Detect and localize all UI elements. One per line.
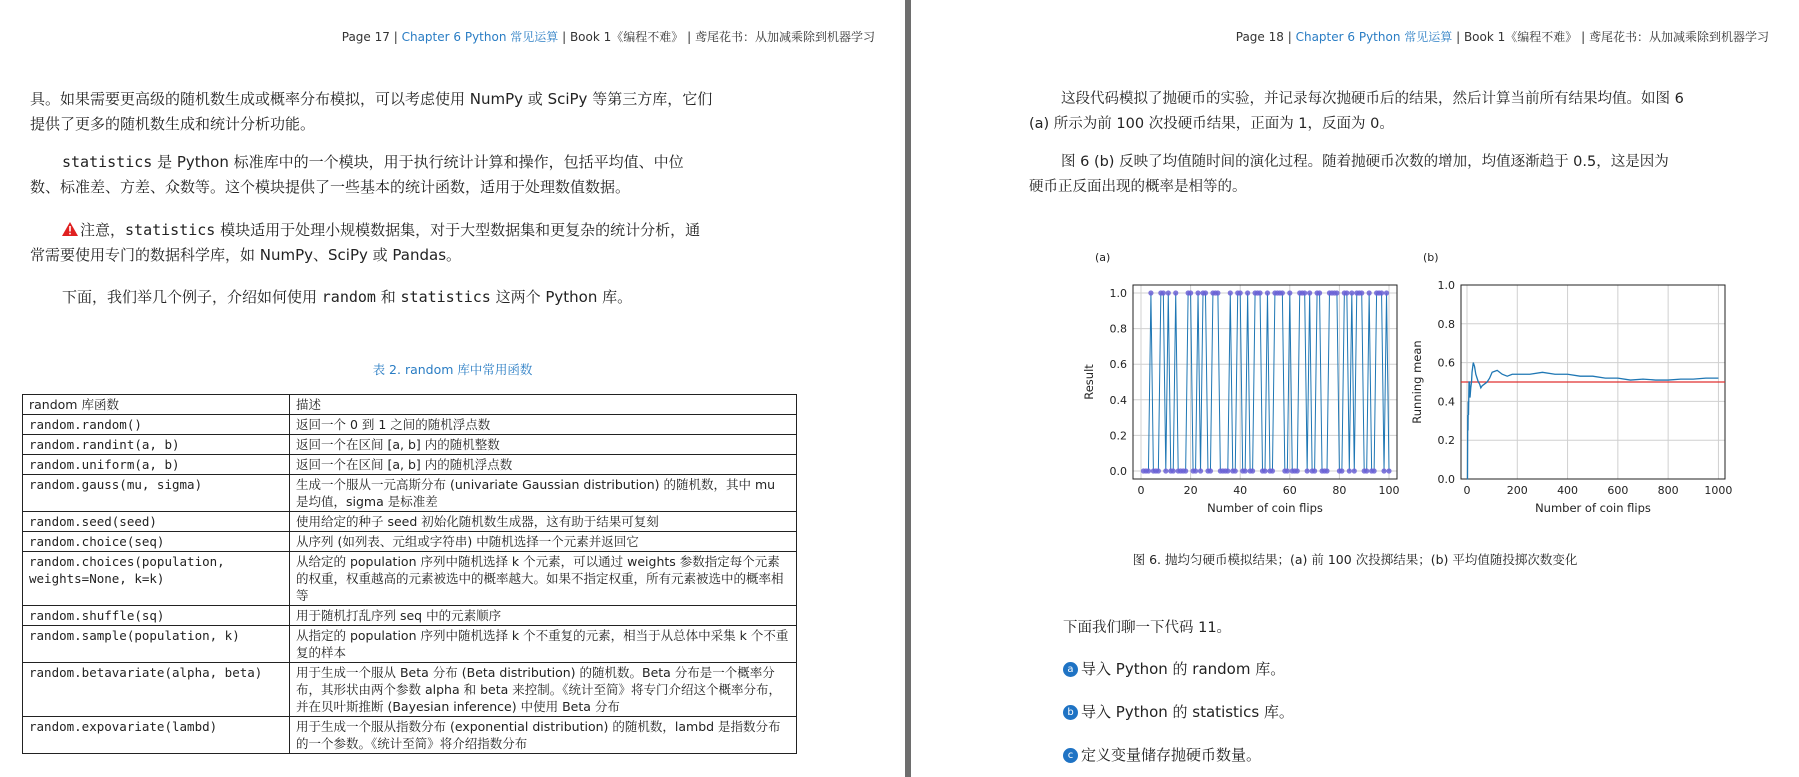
data-point: [1339, 468, 1344, 473]
description-cell: 返回一个 0 到 1 之间的随机浮点数: [290, 415, 797, 435]
data-point: [1257, 290, 1262, 295]
bullet-text: 导入 Python 的 statistics 库。: [1081, 703, 1294, 721]
x-axis-label: Number of coin flips: [1207, 501, 1323, 515]
y-tick-label: 0.6: [1109, 358, 1127, 372]
x-tick-label: 1000: [1704, 484, 1733, 497]
table-header-cell: random 库函数: [23, 395, 290, 415]
page-number: Page 18: [1235, 30, 1284, 44]
data-point: [1148, 290, 1153, 295]
data-point: [1317, 290, 1322, 295]
data-point: [1381, 468, 1386, 473]
y-axis-label: Running mean: [1410, 340, 1424, 424]
data-point: [1334, 290, 1339, 295]
table-row: [23, 717, 797, 754]
y-tick-label: 0.0: [1437, 473, 1455, 486]
data-point: [1344, 290, 1349, 295]
data-point: [1183, 468, 1188, 473]
table-row: [23, 435, 797, 455]
function-cell: random.gauss(mu, sigma): [23, 475, 290, 512]
right-page: [911, 0, 1799, 777]
y-tick-label: 0.2: [1109, 429, 1127, 443]
data-point: [1262, 468, 1267, 473]
function-cell: random.shuffle(sq): [23, 606, 290, 626]
chart-panel-a: [1082, 251, 1400, 515]
data-point: [1280, 290, 1285, 295]
x-tick-label: 80: [1332, 484, 1347, 497]
chapter-link[interactable]: Chapter 6 Python 常见运算: [401, 30, 559, 44]
data-point: [1367, 290, 1372, 295]
data-point: [1203, 290, 1208, 295]
data-point: [1171, 468, 1176, 473]
description-cell: 从指定的 population 序列中随机选择 k 个不重复的元素，相当于从总体中采集 k 个不重复的样本: [290, 626, 797, 663]
table-row: [23, 475, 797, 512]
series-title: 鸢尾花书：从加减乘除到机器学习: [694, 30, 875, 44]
function-cell: random.choices(population, weights=None, k=k): [23, 552, 290, 606]
function-cell: random.randint(a, b): [23, 435, 290, 455]
data-point: [1215, 290, 1220, 295]
table-row: [23, 455, 797, 475]
bullet-item: [1063, 701, 1294, 723]
y-tick-label: 0.2: [1437, 434, 1455, 448]
table-row: [23, 532, 797, 552]
y-tick-label: 1.0: [1109, 287, 1127, 300]
table-row: [23, 512, 797, 532]
paragraph-1: 这段代码模拟了抛硬币的实验，并记录每次抛硬币后的结果，然后计算当前所有结果均值。如图 6 (a) 所示为前 100 次投硬币结果，正面为 1，反面为 0。: [1029, 91, 1684, 132]
y-tick-label: 0.8: [1437, 317, 1455, 331]
data-point: [1173, 290, 1178, 295]
data-point: [1238, 290, 1243, 295]
data-point: [1324, 468, 1329, 473]
function-cell: random.random(): [23, 415, 290, 435]
y-tick-label: 0.0: [1109, 465, 1127, 478]
data-point: [1156, 468, 1161, 473]
data-point: [1193, 468, 1198, 473]
warning-note: 注意，statistics 模块适用于处理小规模数据集，对于大型数据集和更复杂的统计分析，通 常需要使用专门的数据科学库，如 NumPy、SciPy 或 Pandas。: [30, 221, 701, 264]
data-point: [1364, 468, 1369, 473]
paragraph-4: 下面，我们举几个例子，介绍如何使用 random 和 statistics 这两个 Python 库。: [62, 288, 633, 306]
y-tick-label: 0.8: [1109, 322, 1127, 336]
data-point: [1347, 468, 1352, 473]
x-tick-label: 600: [1607, 484, 1629, 497]
data-point: [1233, 468, 1238, 473]
data-point: [1228, 290, 1233, 295]
function-cell: random.choice(seq): [23, 532, 290, 552]
bullet-marker-icon: c: [1063, 748, 1078, 763]
x-axis-label: Number of coin flips: [1535, 501, 1651, 515]
x-tick-label: 0: [1463, 484, 1471, 497]
description-cell: 返回一个在区间 [a, b] 内的随机浮点数: [290, 455, 797, 475]
data-point: [1379, 290, 1384, 295]
bullet-marker-icon: b: [1063, 705, 1078, 720]
data-point: [1302, 290, 1307, 295]
data-point: [1384, 290, 1389, 295]
page-number: Page 17: [341, 30, 390, 44]
bullet-text: 定义变量储存抛硬币数量。: [1081, 746, 1262, 764]
description-cell: 返回一个在区间 [a, b] 内的随机整数: [290, 435, 797, 455]
description-cell: 生成一个服从一元高斯分布 (univariate Gaussian distribution) 的随机数，其中 mu 是均值，sigma 是标准差: [290, 475, 797, 512]
table-row: [23, 626, 797, 663]
data-point: [1359, 290, 1364, 295]
x-tick-label: 0: [1137, 484, 1145, 497]
series-line: [1143, 293, 1389, 471]
data-point: [1146, 468, 1151, 473]
function-cell: random.seed(seed): [23, 512, 290, 532]
data-point: [1166, 290, 1171, 295]
y-axis-label: Result: [1082, 364, 1096, 400]
function-cell: random.betavariate(alpha, beta): [23, 663, 290, 717]
panel-label: (a): [1095, 251, 1111, 264]
table-header-cell: 描述: [290, 395, 797, 415]
data-point: [1198, 468, 1203, 473]
series-title: 鸢尾花书：从加减乘除到机器学习: [1588, 30, 1769, 44]
paragraph-1: 具。如果需要更高级的随机数生成或概率分布模拟，可以考虑使用 NumPy 或 SciPy 等第三方库，它们 提供了更多的随机数生成和统计分析功能。: [30, 90, 713, 133]
table-row: [23, 552, 797, 606]
description-cell: 用于生成一个服从指数分布 (exponential distribution) 的随机数，lambd 是指数分布的一个参数。《统计至简》将介绍指数分布: [290, 717, 797, 754]
bullet-marker-icon: a: [1063, 662, 1078, 677]
page-header: Page 17 | Chapter 6 Python 常见运算 | Book 1《编程不难》 | 鸢尾花书：从加减乘除到机器学习: [341, 30, 875, 44]
book-title: Book 1《编程不难》: [569, 30, 684, 44]
data-point: [1307, 290, 1312, 295]
table-caption: 表 2. random 库中常用函数: [372, 362, 533, 377]
data-point: [1305, 468, 1310, 473]
data-point: [1285, 468, 1290, 473]
table-header-row: [23, 395, 797, 415]
function-cell: random.uniform(a, b): [23, 455, 290, 475]
coin-flip-figure: [911, 245, 1799, 545]
table-row: [23, 606, 797, 626]
book-title: Book 1《编程不难》: [1463, 30, 1578, 44]
data-point: [1287, 290, 1292, 295]
data-point: [1372, 468, 1377, 473]
description-cell: 使用给定的种子 seed 初始化随机数生成器，这有助于结果可复刻: [290, 512, 797, 532]
table-row: [23, 663, 797, 717]
x-tick-label: 200: [1506, 484, 1528, 497]
bullet-text: 导入 Python 的 random 库。: [1081, 660, 1286, 678]
x-tick-label: 20: [1183, 484, 1198, 497]
data-point: [1349, 290, 1354, 295]
data-point: [1312, 468, 1317, 473]
data-point: [1208, 468, 1213, 473]
description-cell: 从给定的 population 序列中随机选择 k 个元素，可以通过 weights 参数指定每个元素的权重，权重越高的元素被选中的概率越大。如果不指定权重，所有元素被选中的概率相等: [290, 552, 797, 606]
y-tick-label: 0.6: [1437, 356, 1455, 370]
random-functions-table: [22, 394, 797, 754]
description-cell: 用于随机打乱序列 seq 中的元素顺序: [290, 606, 797, 626]
bullet-item: [1063, 658, 1285, 680]
description-cell: 从序列 (如列表、元组或字符串) 中随机选择一个元素并返回它: [290, 532, 797, 552]
x-tick-label: 100: [1378, 484, 1400, 497]
y-tick-label: 0.4: [1109, 393, 1127, 407]
data-point: [1270, 468, 1275, 473]
function-cell: random.expovariate(lambd): [23, 717, 290, 754]
panel-label: (b): [1423, 251, 1439, 264]
x-tick-label: 40: [1233, 484, 1248, 497]
warning-icon: [62, 222, 78, 236]
paragraph-3: 下面我们聊一下代码 11。: [1063, 620, 1232, 636]
data-point: [1245, 290, 1250, 295]
data-point: [1243, 468, 1248, 473]
figure-caption: 图 6. 抛均匀硬币模拟结果；(a) 前 100 次投掷结果；(b) 平均值随投掷次数变化: [1132, 552, 1578, 567]
function-cell: random.sample(population, k): [23, 626, 290, 663]
chart-panel-b: [1410, 251, 1732, 515]
paragraph-2: statistics 是 Python 标准库中的一个模块，用于执行统计计算和操作，包括平均值、中位 数、标准差、方差、众数等。这个模块提供了一些基本的统计函数，适用于处理数值数据。: [30, 153, 684, 196]
data-point: [1295, 468, 1300, 473]
bullet-item: [1063, 744, 1261, 766]
page-header: Page 18 | Chapter 6 Python 常见运算 | Book 1《编程不难》 | 鸢尾花书：从加减乘除到机器学习: [1235, 30, 1769, 44]
paragraph-2: 图 6 (b) 反映了均值随时间的演化过程。随着抛硬币次数的增加，均值逐渐趋于 0.5，这是因为 硬币正反面出现的概率是相等的。: [1029, 154, 1669, 195]
y-tick-label: 1.0: [1437, 279, 1455, 292]
data-point: [1225, 468, 1230, 473]
description-cell: 用于生成一个服从 Beta 分布 (Beta distribution) 的随机数。Beta 分布是一个概率分布，其形状由两个参数 alpha 和 beta 来控制。《统计至简》将专门介绍这个概率分布，并在贝叶斯推断 (Bayesian inference) 中使用 Beta 分布: [290, 663, 797, 717]
x-tick-label: 800: [1657, 484, 1679, 497]
x-tick-label: 60: [1282, 484, 1297, 497]
chapter-link[interactable]: Chapter 6 Python 常见运算: [1295, 30, 1453, 44]
data-point: [1352, 468, 1357, 473]
data-point: [1188, 290, 1193, 295]
data-point: [1386, 468, 1391, 473]
x-tick-label: 400: [1557, 484, 1579, 497]
data-point: [1265, 290, 1270, 295]
y-tick-label: 0.4: [1437, 395, 1455, 409]
data-point: [1195, 290, 1200, 295]
data-point: [1161, 290, 1166, 295]
running-mean-line: [1467, 363, 1718, 479]
data-point: [1250, 468, 1255, 473]
table-row: [23, 415, 797, 435]
data-point: [1163, 468, 1168, 473]
